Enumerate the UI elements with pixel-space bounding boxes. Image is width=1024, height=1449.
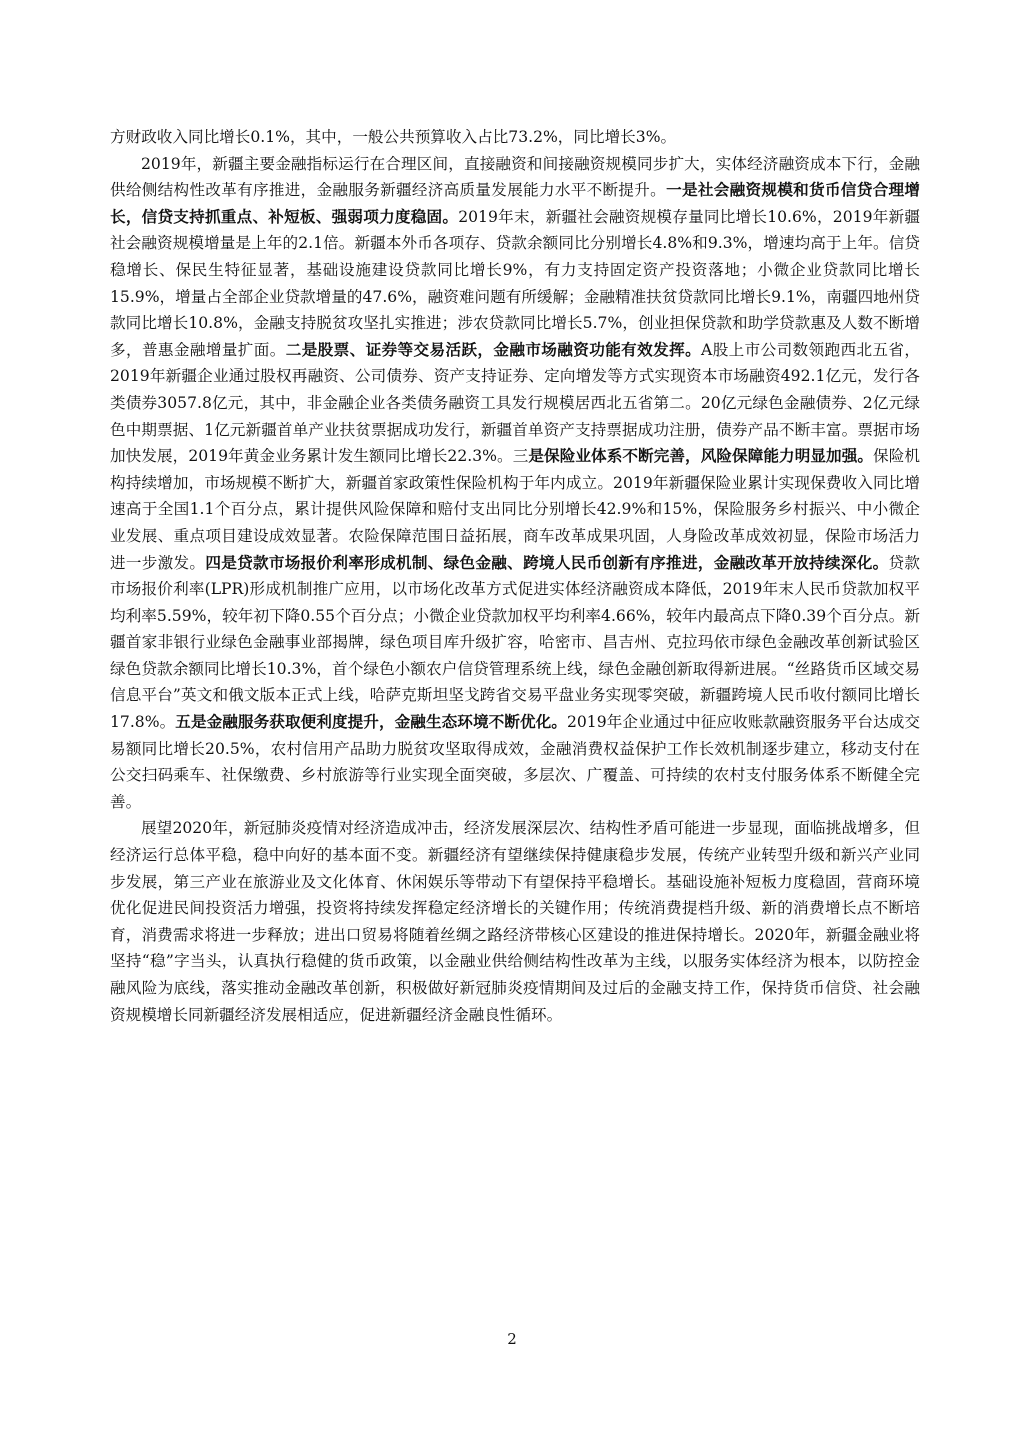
paragraph-2-heading-4: 四是贷款市场报价利率形成机制、绿色金融、跨境人民币创新有序推进，金融改革开放持续深化。 [205,552,889,572]
paragraph-3 [110,815,920,1028]
paragraph-1-text: 方财政收入同比增长0.1%，其中，一般公共预算收入占比73.2%，同比增长3%。 [110,128,677,146]
document-body [110,124,920,1028]
paragraph-2-text-1: 2019年，新疆主要金融指标运行在合理区间，直接融资和间接融资规模同步扩大，实体经济融资成本下行，金融供给侧结构性改革有序推进，金融服务新疆经济高质量发展能力水平不断提升。 [110,154,920,200]
paragraph-2-text-2: 2019年末，新疆社会融资规模存量同比增长10.6%，2019年新疆社会融资规模增量是上年的2.1倍。新疆本外币各项存、贷款余额同比分别增长4.8%和9.3%，增速均高于上年。信贷稳增长、保民生特征显著，基础设施建设贷款同比增长9%，有力支持固定资产投资落地；小微企业贷款同比增长15.9%，增量占全部企业贷款增量的47.6%，融资难问题有所缓解；金融精准扶贫贷款同比增长9.1%，南疆四地州贷款同比增长10.8%，金融支持脱贫攻坚扎实推进；涉农贷款同比增长5.7%，创业担保贷款和助学贷款惠及人数不断增多，普惠金融增量扩面。 [110,207,920,359]
paragraph-2-text-3: A股上市公司数领跑西北五省，2019年新疆企业通过股权再融资、公司债券、资产支持证券、定向增发等方式实现资本市场融资492.1亿元，发行各类债券3057.8亿元，其中，非金融企业各类债务融资工具发行规模居西北五省第二。20亿元绿色金融债券、2亿元绿色中期票据、1亿元新疆首单产业扶贫票据成功发行，新疆首单资产支持票据成功注册，债券产品不断丰富。票据市场加快发展，2019年黄金业务累计发生额同比增长22.3%。三 [110,340,920,466]
paragraph-2 [110,151,920,816]
paragraph-2-heading-1: 一是社会融资规模和货币信贷合理增长，信贷支持抓重点、补短板、强弱项力度稳固。 [110,180,920,226]
paragraph-2-heading-2: 二是股票、证券等交易活跃，金融市场融资功能有效发挥。 [285,339,702,359]
page-number: 2 [507,1330,517,1348]
paragraph-2-text-5: 贷款市场报价利率(LPR)形成机制推广应用，以市场化改革方式促进实体经济融资成本降低，2019年末人民币贷款加权平均利率5.59%，较年初下降0.55个百分点；小微企业贷款加权平均利率4.66%，较年内最高点下降0.39个百分点。新疆首家非银行业绿色金融事业部揭牌，绿色项目库升级扩容，哈密市、昌吉州、克拉玛依市绿色金融改革创新试验区绿色贷款余额同比增长10.3%，首个绿色小额农户信贷管理系统上线，绿色金融创新取得新进展。“丝路货币区域交易信息平台”英文和俄文版本正式上线，哈萨克斯坦坚戈跨省交易平盘业务实现零突破，新疆跨境人民币收付额同比增长17.8%。 [110,553,920,732]
paragraph-2-heading-3: 是保险业体系不断完善，风险保障能力明显加强。 [528,446,874,466]
paragraph-2-heading-5: 五是金融服务获取便利度提升，金融生态环境不断优化。 [175,712,567,732]
paragraph-1 [110,124,920,151]
paragraph-3-text: 展望2020年，新冠肺炎疫情对经济造成冲击，经济发展深层次、结构性矛盾可能进一步显现，面临挑战增多，但经济运行总体平稳，稳中向好的基本面不变。新疆经济有望继续保持健康稳步发展，传统产业转型升级和新兴产业同步发展，第三产业在旅游业及文化体育、休闲娱乐等带动下有望保持平稳增长。基础设施补短板力度稳固，营商环境优化促进民间投资活力增强，投资将持续发挥稳定经济增长的关键作用；传统消费提档升级、新的消费增长点不断培育，消费需求将进一步释放；进出口贸易将随着丝绸之路经济带核心区建设的推进保持增长。2020年，新疆金融业将坚持“稳”字当头，认真执行稳健的货币政策，以金融业供给侧结构性改革为主线，以服务实体经济为根本，以防控金融风险为底线，落实推动金融改革创新，积极做好新冠肺炎疫情期间及过后的金融支持工作，保持货币信贷、社会融资规模增长同新疆经济发展相适应，促进新疆经济金融良性循环。 [110,819,920,1024]
paragraph-2-text-4: 保险机构持续增加，市场规模不断扩大，新疆首家政策性保险机构于年内成立。2019年新疆保险业累计实现保费收入同比增速高于全国1.1个百分点，累计提供风险保障和赔付支出同比分别增长42.9%和15%，保险服务乡村振兴、中小微企业发展、重点项目建设成效显著。农险保障范围日益拓展，商车改革成果巩固，人身险改革成效初显，保险市场活力进一步激发。 [110,447,920,572]
paragraph-2-text-6: 2019年企业通过中征应收账款融资服务平台达成交易额同比增长20.5%，农村信用产品助力脱贫攻坚取得成效，金融消费权益保护工作长效机制逐步建立，移动支付在公交扫码乘车、社保缴费、乡村旅游等行业实现全面突破，多层次、广覆盖、可持续的农村支付服务体系不断健全完善。 [110,713,920,811]
